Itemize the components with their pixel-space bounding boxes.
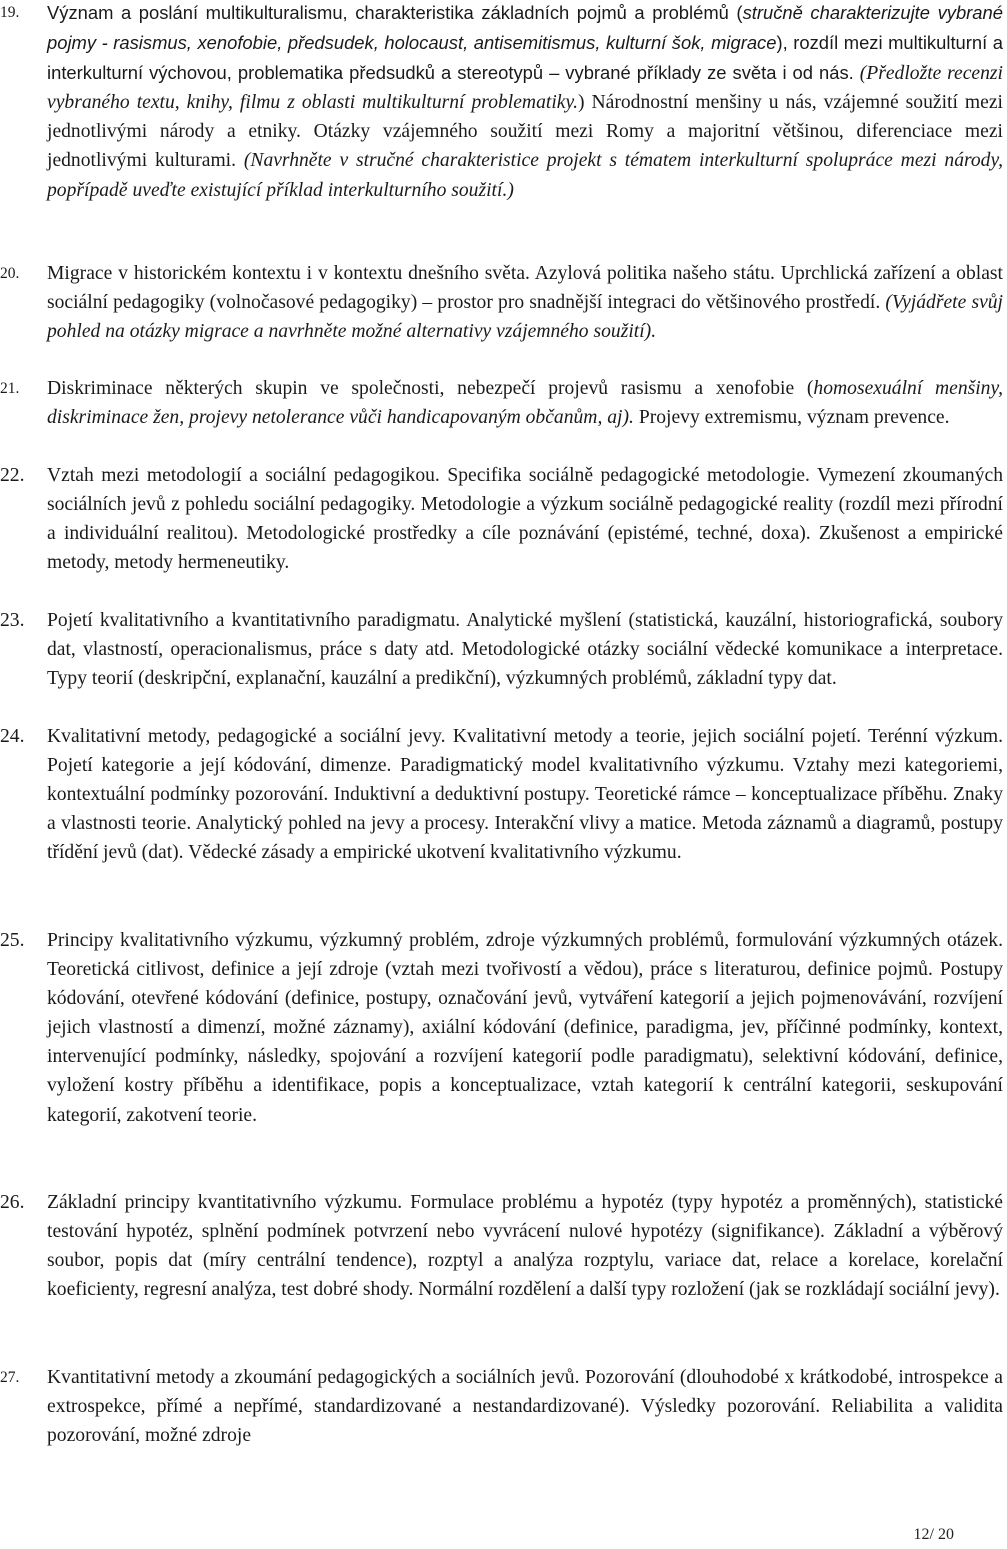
list-item bbox=[0, 374, 1007, 432]
text-run: (Předložte recenzi vybraného textu, knihy, filmu z oblasti multikulturní problematiky. bbox=[47, 63, 1003, 114]
text-run: Vztah mezi metodologií a sociální pedagogikou. Specifika sociálně pedagogické metodologie. Vymezení zkoumaných sociálních jevů z pohledu sociální pedagogiky. Metodologie a výzkum sociálně pedagogické reality (rozdíl mezi přírodní a individuální realitou). Metodologické prostředky a cíle poznávání (epistémé, techné, doxa). Zkušenost a empirické metody, metody hermeneutiky. bbox=[47, 465, 1003, 574]
list-item bbox=[0, 0, 1007, 205]
text-run: Projevy extremismu, význam prevence. bbox=[633, 407, 950, 429]
list-item bbox=[0, 1363, 1007, 1450]
item-text bbox=[47, 926, 1003, 1130]
item-number: 23. bbox=[0, 610, 25, 631]
list-item bbox=[0, 461, 1007, 577]
text-run: Migrace v historickém kontextu i v kontextu dnešního světa. Azylová politika našeho státu. Uprchlická zařízení a oblast sociální pedagogiky (volnočasové pedagogiky) – prostor pro snadnější integraci do většinového prostředí. bbox=[47, 263, 1003, 314]
item-text bbox=[47, 461, 1003, 577]
text-run: (Navrhněte v stručné charakteristice projekt s tématem interkulturní spolupráce mezi národy, popřípadě uveďte existující příklad interkulturního soužití.) bbox=[47, 150, 1003, 201]
text-run: (Vyjádřete svůj pohled na otázky migrace a navrhněte možné alternativy vzájemného soužití). bbox=[47, 292, 1004, 343]
item-text bbox=[47, 259, 1003, 346]
item-text bbox=[47, 606, 1003, 693]
list-item bbox=[0, 926, 1007, 1130]
list-item bbox=[0, 1188, 1007, 1304]
page-number: 12/ 20 bbox=[913, 1526, 954, 1543]
item-number: 24. bbox=[0, 726, 25, 747]
item-number: 21. bbox=[0, 380, 20, 397]
item-text bbox=[47, 1363, 1003, 1450]
list-item bbox=[0, 606, 1007, 693]
text-run: Pojetí kvalitativního a kvantitativního paradigmatu. Analytické myšlení (statistická, kauzální, historiografická, soubory dat, vlastností, operacionalismus, práce s daty atd. Metodologické otázky sociální vědecké komunikace a interpretace. Typy teorií (deskripční, explanační, kauzální a predikční), výzkumných problémů, základní typy dat. bbox=[47, 610, 1003, 690]
item-number: 22. bbox=[0, 465, 25, 486]
list-item bbox=[0, 259, 1007, 346]
text-run: stručně charakterizujte vybrané pojmy - rasismus, xenofobie, předsudek, holocaust, antisemitismus, kulturní šok, migrace bbox=[47, 2, 1003, 54]
item-number: 19. bbox=[0, 4, 20, 21]
text-run: Kvalitativní metody, pedagogické a sociální jevy. Kvalitativní metody a teorie, jejich sociální pojetí. Terénní výzkum. Pojetí kategorie a její kódování, dimenze. Paradigmatický model kvalitativního výzkumu. Vztahy mezi kategoriemi, kontextuální podmínky pozorování. Induktivní a deduktivní postupy. Teoretické rámce – konceptualizace příběhu. Znaky a vlastnosti teorie. Analytický pohled na jevy a procesy. Interakční vlivy a matice. Metoda záznamů a diagramů, postupy třídění jevů (dat). Vědecké zásady a empirické ukotvení kvalitativního výzkumu. bbox=[47, 726, 1003, 864]
item-text bbox=[47, 374, 1003, 432]
text-run: ) Národnostní menšiny u nás, vzájemné soužití mezi jednotlivými národy a etniky. Otázky vzájemného soužití mezi Romy a majoritní většinou, diferenciace mezi jednotlivými kulturami. bbox=[47, 92, 1003, 172]
text-run: Diskriminace některých skupin ve společnosti, nebezpečí projevů rasismu a xenofobie ( bbox=[47, 378, 814, 399]
text-run: Význam a poslání multikulturalismu, charakteristika základních pojmů a problémů ( bbox=[47, 2, 743, 23]
item-number: 25. bbox=[0, 930, 25, 951]
text-run: homosexuální menšiny, diskriminace žen, projevy netolerance vůči handicapovaným občanům, aj). bbox=[47, 378, 1003, 429]
item-text bbox=[47, 722, 1003, 867]
item-number: 27. bbox=[0, 1369, 20, 1386]
item-number: 20. bbox=[0, 265, 20, 282]
text-run: Kvantitativní metody a zkoumání pedagogických a sociálních jevů. Pozorování (dlouhodobé x krátkodobé, introspekce a extrospekce, přímé a nepřímé, standardizované a nestandardizované). Výsledky pozorování. Reliabilita a validita pozorování, možné zdroje bbox=[47, 1367, 1003, 1447]
item-number: 26. bbox=[0, 1192, 25, 1213]
item-text bbox=[47, 0, 1003, 205]
list-item bbox=[0, 722, 1007, 867]
text-run: ), rozdíl mezi multikulturní a interkulturní výchovou, problematika předsudků a stereotypů – vybrané příklady ze světa i od nás. bbox=[47, 32, 1003, 84]
text-run: Základní principy kvantitativního výzkumu. Formulace problému a hypotéz (typy hypotéz a proměnných), statistické testování hypotéz, splnění podmínek potvrzení nebo vyvrácení nulové hypotézy (signifikance). Základní a výběrový soubor, popis dat (míry centrální tendence), rozptyl a analýza rozptylu, variace dat, relace a korelace, korelační koeficienty, regresní analýza, test dobré shody. Normální rozdělení a další typy rozložení (jak se rozkládají sociální jevy). bbox=[47, 1192, 1003, 1301]
item-text bbox=[47, 1188, 1003, 1304]
text-run: Principy kvalitativního výzkumu, výzkumný problém, zdroje výzkumných problémů, formulování výzkumných otázek. Teoretická citlivost, definice a její zdroje (vztah mezi tvořivostí a vědou), práce s literaturou, definice pojmů. Postupy kódování, otevřené kódování (definice, postupy, označování jevů, vytváření kategorií a jejich pojmenovávání, rozvíjení jejich vlastností a dimenzí, možné záznamy), axiální kódování (definice, paradigma, jev, příčinné podmínky, kontext, intervenující podmínky, následky, spojování a rozvíjení kategorií podle paradigmatu), selektivní kódování, definice, vyložení kostry příběhu a identifikace, popis a konceptualizace, vztah kategorií k centrální kategorii, seskupování kategorií, zakotvení teorie. bbox=[47, 930, 1003, 1126]
